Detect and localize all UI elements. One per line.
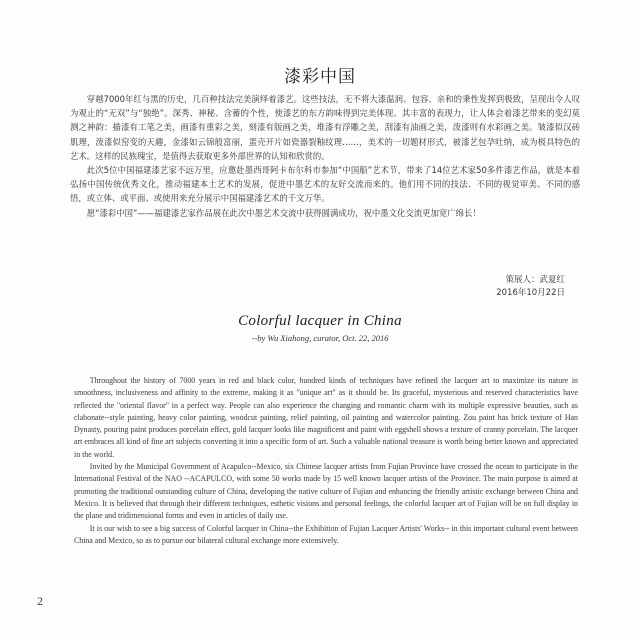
chinese-paragraph: 愿“漆彩中国”——福建漆艺家作品展在此次中墨艺术交流中获得圆满成功，祝中墨文化交流更加宽广绵长！ [86,207,481,218]
curator-signature: 策展人：武夏红 [505,275,565,285]
page-number: 2 [37,594,43,608]
signature-date: 2016年10月22日 [496,288,565,298]
signature-block [496,274,565,300]
chinese-body [70,92,580,220]
chinese-paragraph: 此次5位中国福建漆艺家不远万里，应邀赴墨西哥阿卡布尔科市参加“中国船”艺术节，带来了14位艺术家50多件漆艺作品，就是本着弘扬中国传统优秀文化，推动福建本土艺术的发展，促进中墨艺术的友好交流而来的。他们用不同的技法、不同的视觉审美、不同的感悟，或立体、或平面、或使用来充分展示中国福建漆艺术的千文万华。 [70,165,580,204]
chinese-title: 漆彩中国 [284,67,356,87]
english-paragraph: Invited by the Municipal Government of Acapulco--Mexico, six Chinese lacquer artists from Fujian Province have crossed the ocean to participate in the International Festival of the NAO --ACAPULCO, with some 50 works made by 15 well known lacquer artists of the Province. The main purpose is aimed at promoting the traditional outstanding culture of China, developing the native culture of Fujian and enhancing the friendly artistic exchange between China and Mexico. It is believed that through their different techniques, esthetic visions and personal feelings, the colorful lacquer art of Fujian will be on full display in the plane and tridimensional forms and even in articles of daily use. [74,462,578,521]
english-title: Colorful lacquer in China [238,313,402,329]
english-paragraph: It is our wish to see a big success of Colorful lacquer in China--the Exhibition of Fujian Lacquer Artists' Works-- in this important cultural event between China and Mexico, so as to pursue our bilateral cultural exchange more extensively. [74,523,578,545]
chinese-paragraph: 穿越7000年红与黑的历史，几百种技法完美演绎着漆艺。这些技法，无不将大漆温润、包容、亲和的秉性发挥到极致，呈现出令人叹为观止的“无双”与“独绝”。深秀、神秘、含蓄的个性，使漆艺的东方韵味得到完美体现。其丰富的表现力，让人体会着漆艺带来的变幻莫测之神韵：描漆有工笔之美，画漆有重彩之美，刻漆有版画之美，堆漆有浮雕之美，刮漆有油画之美，泼漆则有水彩画之美。皱漆似汉砖肌理，泼漆似窑变的天趣，金漆如云锦般富丽，蛋壳开片如瓷器裂釉纹理……，美术的一切题材形式，被漆艺包孕吐纳，成为极具特色的艺术。这样的民族瑰宝，是值得去获取更多外部世界的认知和欣赏的。 [70,94,580,161]
english-body [74,375,578,547]
english-byline: --by Wu Xiahong, curator, Oct. 22, 2016 [251,333,389,343]
english-paragraph: Throughout the history of 7000 years in red and black color, hundred kinds of techniques have refined the lacquer art to maximize its nature in smoothness, inclusiveness and affinity to the extreme, making it as "unique art" as it should be. Its graceful, mysterious and reserved characteristics have reflected the "oriental flavor" in a perfect way. People can also experience the changing and romantic charm with its multiple expressive beauties, such as clabonate--style painting, heavy color painting, woodcut painting, relief painting, oil painting and watercolor painting. Zou paint has brick texture of Han Dynasty, pouring paint produces porcelain effect, gold lacquer looks like magnificent and paint with eggshell shows a texture of cranny porcelain. The lacquer art embraces all kind of fine art subjects converting it into a specific form of art. Such a valuable national treasure is worth being better known and appreciated in the world. [74,376,578,459]
